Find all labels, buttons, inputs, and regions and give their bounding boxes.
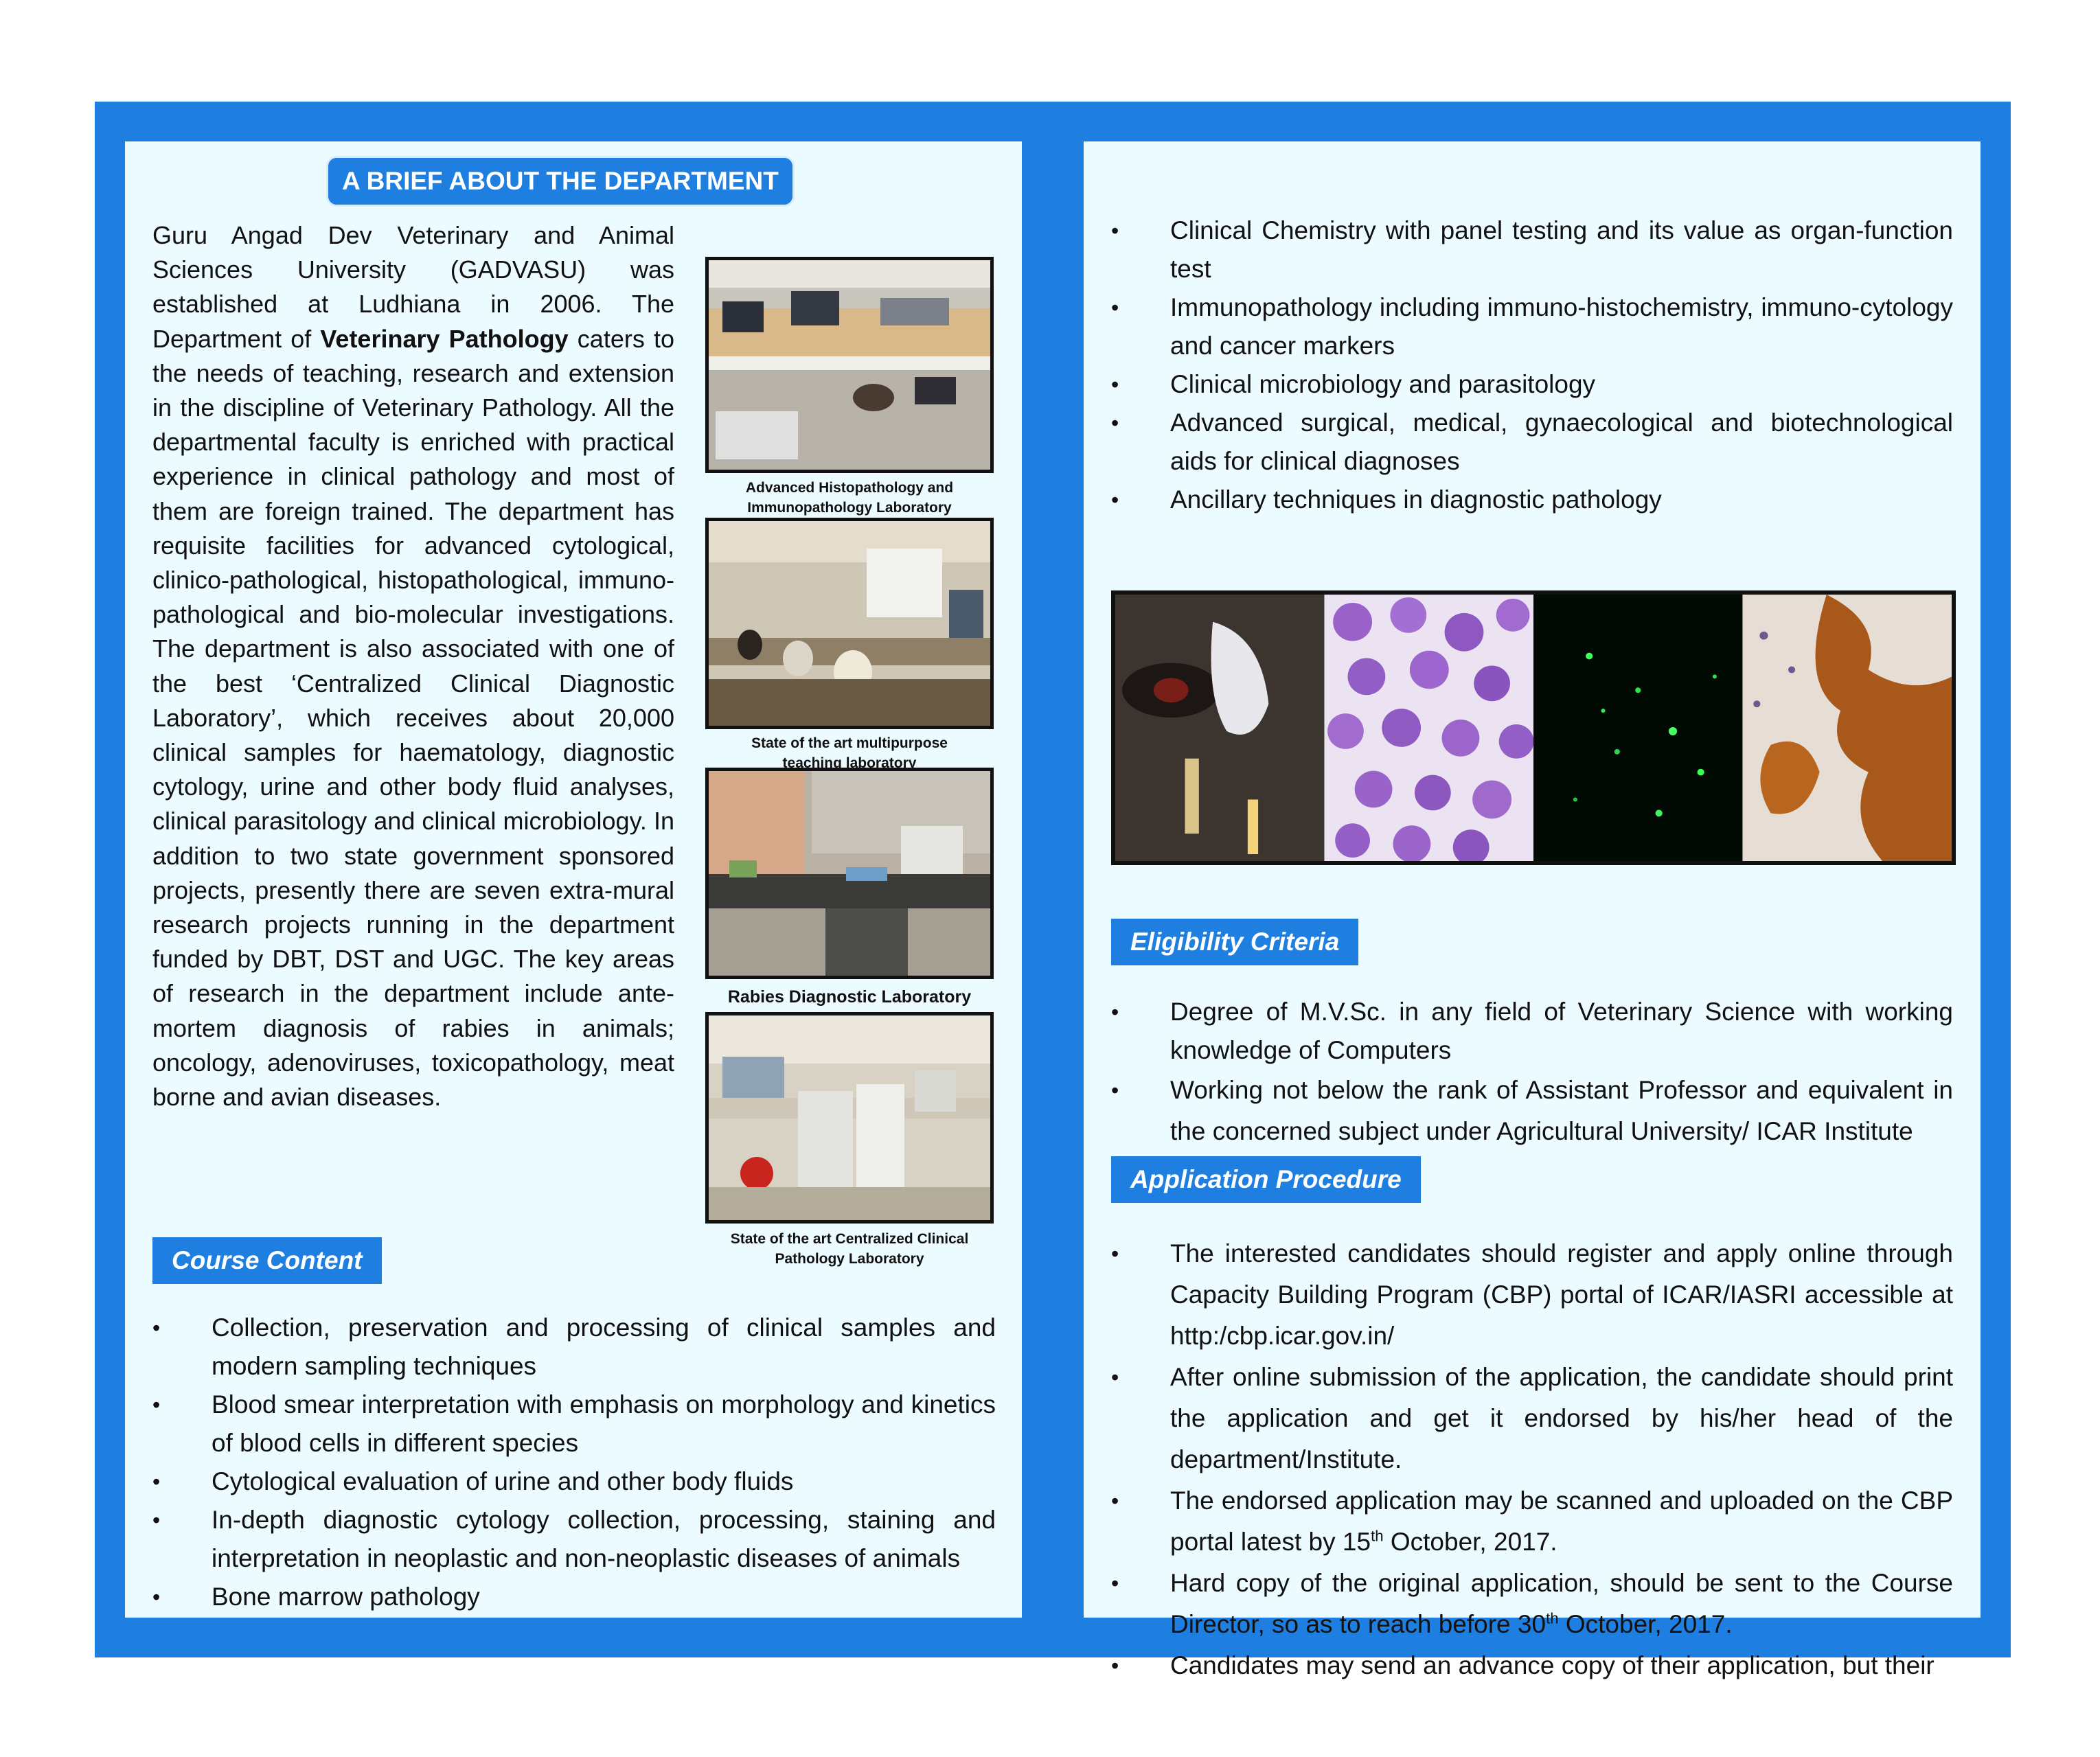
- eligibility-heading: Eligibility Criteria: [1111, 919, 1358, 965]
- caption-line: Pathology Laboratory: [775, 1251, 924, 1267]
- bullet-dot: •: [1111, 1078, 1119, 1103]
- list-item-text: In-depth diagnostic cytology collection, processing, staining and interpretation in neoplastic and non-neoplastic diseases of animals: [212, 1506, 996, 1572]
- bullet-dot: •: [1111, 411, 1119, 435]
- list-item: [1111, 1070, 1953, 1152]
- course-content-heading: Course Content: [152, 1237, 382, 1284]
- pathology-image-strip: [1111, 590, 1956, 865]
- list-item: [1111, 1233, 1953, 1357]
- list-item: [152, 1462, 996, 1501]
- list-item: [1111, 1645, 1953, 1686]
- course-content-list-continued: [1111, 211, 1953, 519]
- list-item-text: Working not below the rank of Assistant Professor and equivalent in the concerned subject under Agricultural University/ ICAR Institute: [1170, 1076, 1953, 1145]
- photo-centralized-lab: [705, 1012, 994, 1224]
- list-item: [1111, 211, 1953, 288]
- strip-image-cytology: [1325, 595, 1534, 861]
- brochure-frame: [95, 102, 2011, 1679]
- list-item-text: Clinical Chemistry with panel testing and its value as organ-function test: [1170, 216, 1953, 283]
- bullet-dot: •: [152, 1585, 161, 1609]
- list-item-text: The interested candidates should register and apply online through Capacity Building Program (CBP) portal of ICAR/IASRI accessible at http:/cbp.icar.gov.in/: [1170, 1239, 1953, 1350]
- list-item: [152, 1501, 996, 1578]
- list-item: [152, 1578, 996, 1616]
- list-item: [1111, 288, 1953, 365]
- bullet-dot: •: [1111, 1653, 1119, 1678]
- ordinal-suffix: th: [1546, 1609, 1559, 1627]
- list-item-text: Degree of M.V.Sc. in any field of Veterinary Science with working knowledge of Computers: [1170, 998, 1953, 1064]
- list-item-text: Ancillary techniques in diagnostic pathology: [1170, 485, 1662, 514]
- caption-line: Advanced Histopathology and: [745, 480, 954, 496]
- strip-image-immunohistochemistry: [1743, 595, 1952, 861]
- text-part: October, 2017.: [1383, 1528, 1557, 1556]
- list-item-text: [1170, 1569, 1953, 1638]
- bullet-dot: •: [152, 1469, 161, 1494]
- list-item: [152, 1386, 996, 1462]
- bullet-dot: •: [1111, 1489, 1119, 1513]
- application-heading: Application Procedure: [1111, 1156, 1421, 1203]
- list-item: [1111, 404, 1953, 481]
- photo-caption-4: [695, 1229, 1004, 1269]
- text-part: The endorsed application may be scanned and uploaded on the CBP portal latest by 15: [1170, 1486, 1953, 1556]
- bullet-dot: •: [1111, 372, 1119, 397]
- list-item: [1111, 1563, 1953, 1645]
- caption-line: State of the art Centralized Clinical: [730, 1231, 969, 1247]
- left-panel: [125, 141, 1022, 1618]
- department-intro: [152, 218, 674, 1114]
- bullet-dot: •: [152, 1316, 161, 1340]
- photo-teaching-lab: [705, 518, 994, 729]
- list-item-text: Immunopathology including immuno-histochemistry, immuno-cytology and cancer markers: [1170, 293, 1953, 360]
- department-title: A BRIEF ABOUT THE DEPARTMENT: [328, 158, 792, 205]
- eligibility-list: [1111, 993, 1953, 1152]
- strip-image-rabies-sampling: [1115, 595, 1325, 861]
- text-part: October, 2017.: [1558, 1610, 1733, 1638]
- photo-caption-1: [695, 478, 1004, 518]
- list-item-text: Collection, preservation and processing of clinical samples and modern sampling techniques: [212, 1313, 996, 1380]
- application-list: [1111, 1233, 1953, 1686]
- caption-line: Immunopathology Laboratory: [747, 500, 952, 516]
- photo-caption-3: [695, 987, 1004, 1007]
- list-item: [1111, 481, 1953, 519]
- list-item-text: Blood smear interpretation with emphasis on morphology and kinetics of blood cells in different species: [212, 1390, 996, 1457]
- bullet-dot: •: [1111, 295, 1119, 320]
- photo-rabies-lab: [705, 768, 994, 979]
- list-item: [152, 1309, 996, 1386]
- intro-bold-term: Veterinary Pathology: [320, 324, 569, 353]
- list-item-text: Candidates may send an advance copy of their application, but their: [1170, 1651, 1934, 1679]
- bullet-dot: •: [152, 1392, 161, 1417]
- text-part: Hard copy of the original application, should be sent to the Course Director, so as to reach before 30: [1170, 1569, 1953, 1638]
- ordinal-suffix: th: [1371, 1527, 1384, 1545]
- list-item-text: Bone marrow pathology: [212, 1583, 480, 1611]
- bullet-dot: •: [1111, 1000, 1119, 1024]
- strip-image-immunofluorescence: [1533, 595, 1743, 861]
- bullet-dot: •: [1111, 1571, 1119, 1596]
- list-item-text: Clinical microbiology and parasitology: [1170, 370, 1596, 398]
- intro-text-end: caters to the needs of teaching, research and extension in the discipline of Veterinary Pathology. All the departmental faculty is enriched with practical experience in clinical pathology and most of them are foreign trained. The department has requisite facilities for advanced cytological, clinico-pathological, histopathological, immuno-pathological and bio-molecular investigations. The department is also associated with one of the best ‘Centralized Clinical Diagnostic Laboratory’, which receives about 20,000 clinical samples for haematology, diagnostic cytology, urine and other body fluid analyses, clinical parasitology and clinical microbiology. In addition to two state government sponsored projects, presently there are seven extra-mural research projects running in the department funded by DBT, DST and UGC. The key areas of research in the department include ante-mortem diagnosis of rabies in animals; oncology, adenoviruses, toxicopathology, meat borne and avian diseases.: [152, 324, 674, 1112]
- list-item: [1111, 365, 1953, 404]
- caption-line: State of the art multipurpose: [751, 735, 948, 751]
- list-item-text: Cytological evaluation of urine and other body fluids: [212, 1467, 794, 1495]
- bullet-dot: •: [1111, 1241, 1119, 1266]
- list-item-text: Advanced surgical, medical, gynaecological and biotechnological aids for clinical diagnoses: [1170, 409, 1953, 475]
- list-item-text: [1170, 1486, 1953, 1556]
- list-item: [1111, 1480, 1953, 1563]
- bullet-dot: •: [1111, 487, 1119, 512]
- course-content-list: [152, 1309, 996, 1616]
- bullet-dot: •: [1111, 218, 1119, 243]
- bullet-dot: •: [1111, 1365, 1119, 1390]
- intro-text-start: Guru Angad Dev Veterinary and Animal Sciences University (GADVASU) was established at Ludhiana in 2006. The Department of: [152, 221, 674, 353]
- bullet-dot: •: [152, 1508, 161, 1532]
- caption-line: Rabies Diagnostic Laboratory: [727, 987, 972, 1007]
- list-item: [1111, 1357, 1953, 1480]
- photo-histopathology-lab: [705, 257, 994, 473]
- list-item: [1111, 993, 1953, 1070]
- right-panel: [1084, 141, 1981, 1679]
- list-item-text: After online submission of the application, the candidate should print the application and get it endorsed by his/her head of the department/Institute.: [1170, 1363, 1953, 1473]
- caption-line: teaching laboratory: [782, 755, 917, 771]
